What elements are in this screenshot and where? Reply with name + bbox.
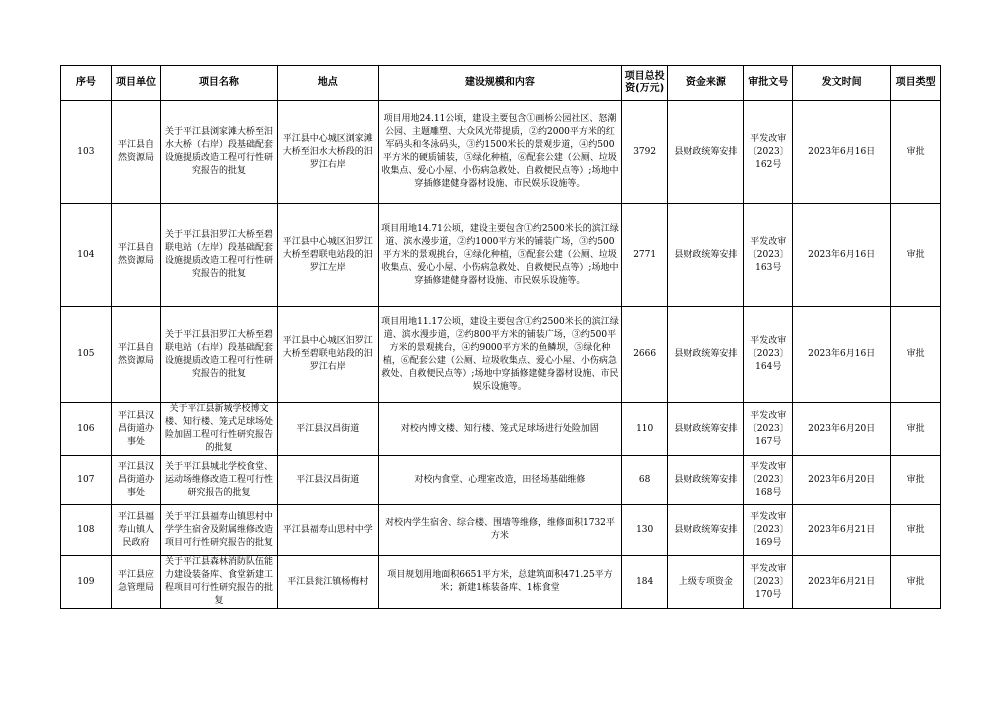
cell-investment: 184 bbox=[621, 556, 667, 609]
cell-type: 审批 bbox=[891, 204, 941, 307]
cell-unit: 平江县汉昌街道办事处 bbox=[111, 403, 161, 456]
header-row bbox=[61, 66, 941, 101]
header-approval: 审批文号 bbox=[744, 66, 793, 101]
cell-date: 2023年6月21日 bbox=[793, 556, 891, 609]
cell-date: 2023年6月20日 bbox=[793, 456, 891, 505]
cell-approval: 平发改审〔2023〕170号 bbox=[744, 556, 793, 609]
cell-name: 关于平江县浏家滩大桥至汨水大桥（右岸）段基础配套设施提质改造工程可行性研究报告的批复 bbox=[161, 101, 277, 204]
cell-scope: 项目用地14.71公顷，建设主要包含①约2500米长的滨江绿道、滨水漫步道，②约1000平方米的铺装广场，③约500平方米的景观挑台，④绿化种植，⑤配套公建（公厕、垃圾收集点、爱心小屋、小伤病急救处、自救便民点等）;场地中穿插修建健身器材设施、市民娱乐设施等。 bbox=[378, 204, 621, 307]
table-row bbox=[61, 307, 941, 403]
cell-date: 2023年6月21日 bbox=[793, 505, 891, 556]
cell-location: 平江县汉昌街道 bbox=[277, 456, 378, 505]
cell-unit: 平江县汉昌街道办事处 bbox=[111, 456, 161, 505]
cell-approval: 平发改审〔2023〕162号 bbox=[744, 101, 793, 204]
cell-location: 平江县汉昌街道 bbox=[277, 403, 378, 456]
cell-approval: 平发改审〔2023〕163号 bbox=[744, 204, 793, 307]
cell-name: 关于平江县城北学校食堂、运动场维修改造工程可行性研究报告的批复 bbox=[161, 456, 277, 505]
cell-scope: 对校内食堂、心理室改造，田径场基础维修 bbox=[378, 456, 621, 505]
header-location: 地点 bbox=[277, 66, 378, 101]
cell-type: 审批 bbox=[891, 307, 941, 403]
cell-unit: 平江县自然资源局 bbox=[111, 101, 161, 204]
table-row bbox=[61, 403, 941, 456]
cell-scope: 对校内学生宿舍、综合楼、围墙等维修，维修面积1732平方米 bbox=[378, 505, 621, 556]
cell-location: 平江县福寿山思村中学 bbox=[277, 505, 378, 556]
cell-no: 108 bbox=[61, 505, 112, 556]
cell-scope: 项目用地11.17公顷，建设主要包含①约2500米长的滨江绿道、滨水漫步道，②约800平方米的铺装广场，③约500平方米的景观挑台，④约9000平方米的鱼鳞坝，⑤绿化种植，⑥配套公建（公厕、垃圾收集点、爱心小屋、小伤病急救处、自救便民点等）;场地中穿插修建健身器材设施、市民娱乐设施等。 bbox=[378, 307, 621, 403]
cell-no: 104 bbox=[61, 204, 112, 307]
cell-no: 103 bbox=[61, 101, 112, 204]
cell-name: 关于平江县森林消防队伍能力建设装备库、食堂新建工程项目可行性研究报告的批复 bbox=[161, 556, 277, 609]
cell-funding: 县财政统筹安排 bbox=[668, 456, 744, 505]
cell-funding: 县财政统筹安排 bbox=[668, 101, 744, 204]
header-date: 发文时间 bbox=[793, 66, 891, 101]
cell-location: 平江县中心城区汨罗江大桥至碧联电站段的汨罗江左岸 bbox=[277, 204, 378, 307]
table-row bbox=[61, 505, 941, 556]
cell-scope: 项目规划用地面积6651平方米，总建筑面积471.25平方米；新建1栋装备库、1栋食堂 bbox=[378, 556, 621, 609]
cell-no: 105 bbox=[61, 307, 112, 403]
cell-funding: 县财政统筹安排 bbox=[668, 403, 744, 456]
header-unit: 项目单位 bbox=[111, 66, 161, 101]
cell-type: 审批 bbox=[891, 505, 941, 556]
cell-location: 平江县中心城区浏家滩大桥至汨水大桥段的汨罗江右岸 bbox=[277, 101, 378, 204]
cell-investment: 2771 bbox=[621, 204, 667, 307]
cell-type: 审批 bbox=[891, 403, 941, 456]
cell-date: 2023年6月20日 bbox=[793, 403, 891, 456]
cell-funding: 上级专项资金 bbox=[668, 556, 744, 609]
cell-investment: 68 bbox=[621, 456, 667, 505]
cell-location: 平江县瓮江镇杨梅村 bbox=[277, 556, 378, 609]
header-name: 项目名称 bbox=[161, 66, 277, 101]
cell-name: 关于平江县汨罗江大桥至碧联电站（右岸）段基础配套设施提质改造工程可行性研究报告的批复 bbox=[161, 307, 277, 403]
table-row bbox=[61, 456, 941, 505]
cell-approval: 平发改审〔2023〕167号 bbox=[744, 403, 793, 456]
header-investment: 项目总投资(万元) bbox=[621, 66, 667, 101]
cell-name: 关于平江县福寿山镇思村中学学生宿舍及附属维修改造项目可行性研究报告的批复 bbox=[161, 505, 277, 556]
cell-name: 关于平江县汨罗江大桥至碧联电站（左岸）段基础配套设施提质改造工程可行性研究报告的批复 bbox=[161, 204, 277, 307]
cell-no: 109 bbox=[61, 556, 112, 609]
cell-investment: 130 bbox=[621, 505, 667, 556]
cell-approval: 平发改审〔2023〕169号 bbox=[744, 505, 793, 556]
cell-funding: 县财政统筹安排 bbox=[668, 505, 744, 556]
cell-date: 2023年6月16日 bbox=[793, 204, 891, 307]
cell-no: 107 bbox=[61, 456, 112, 505]
header-type: 项目类型 bbox=[891, 66, 941, 101]
header-scope: 建设规模和内容 bbox=[378, 66, 621, 101]
cell-unit: 平江县应急管理局 bbox=[111, 556, 161, 609]
cell-scope: 项目用地24.11公顷，建设主要包含①画桥公园社区、怒潮公园、主题雕塑、大众风光带提质，②约2000平方米的红军码头和冬泳码头，③约1500米长的景观步道，④约500平方米的硬质铺装，⑤绿化种植，⑥配套公建（公厕、垃圾收集点、爱心小屋、小伤病急救处、自救便民点等）;场地中穿插修建健身器材设施、市民娱乐设施等。 bbox=[378, 101, 621, 204]
header-funding: 资金来源 bbox=[668, 66, 744, 101]
cell-unit: 平江县自然资源局 bbox=[111, 307, 161, 403]
table-row bbox=[61, 556, 941, 609]
cell-type: 审批 bbox=[891, 556, 941, 609]
header-no: 序号 bbox=[61, 66, 112, 101]
cell-name: 关于平江县新城学校博文楼、知行楼、笼式足球场处险加固工程可行性研究报告的批复 bbox=[161, 403, 277, 456]
cell-unit: 平江县福寿山镇人民政府 bbox=[111, 505, 161, 556]
cell-scope: 对校内博文楼、知行楼、笼式足球场进行处险加固 bbox=[378, 403, 621, 456]
table-row bbox=[61, 101, 941, 204]
cell-approval: 平发改审〔2023〕164号 bbox=[744, 307, 793, 403]
cell-unit: 平江县自然资源局 bbox=[111, 204, 161, 307]
cell-investment: 110 bbox=[621, 403, 667, 456]
cell-investment: 3792 bbox=[621, 101, 667, 204]
cell-location: 平江县中心城区汨罗江大桥至碧联电站段的汨罗江右岸 bbox=[277, 307, 378, 403]
cell-type: 审批 bbox=[891, 456, 941, 505]
projects-table bbox=[60, 65, 941, 609]
cell-date: 2023年6月16日 bbox=[793, 307, 891, 403]
cell-type: 审批 bbox=[891, 101, 941, 204]
cell-investment: 2666 bbox=[621, 307, 667, 403]
cell-no: 106 bbox=[61, 403, 112, 456]
cell-approval: 平发改审〔2023〕168号 bbox=[744, 456, 793, 505]
cell-funding: 县财政统筹安排 bbox=[668, 307, 744, 403]
cell-funding: 县财政统筹安排 bbox=[668, 204, 744, 307]
cell-date: 2023年6月16日 bbox=[793, 101, 891, 204]
table-row bbox=[61, 204, 941, 307]
